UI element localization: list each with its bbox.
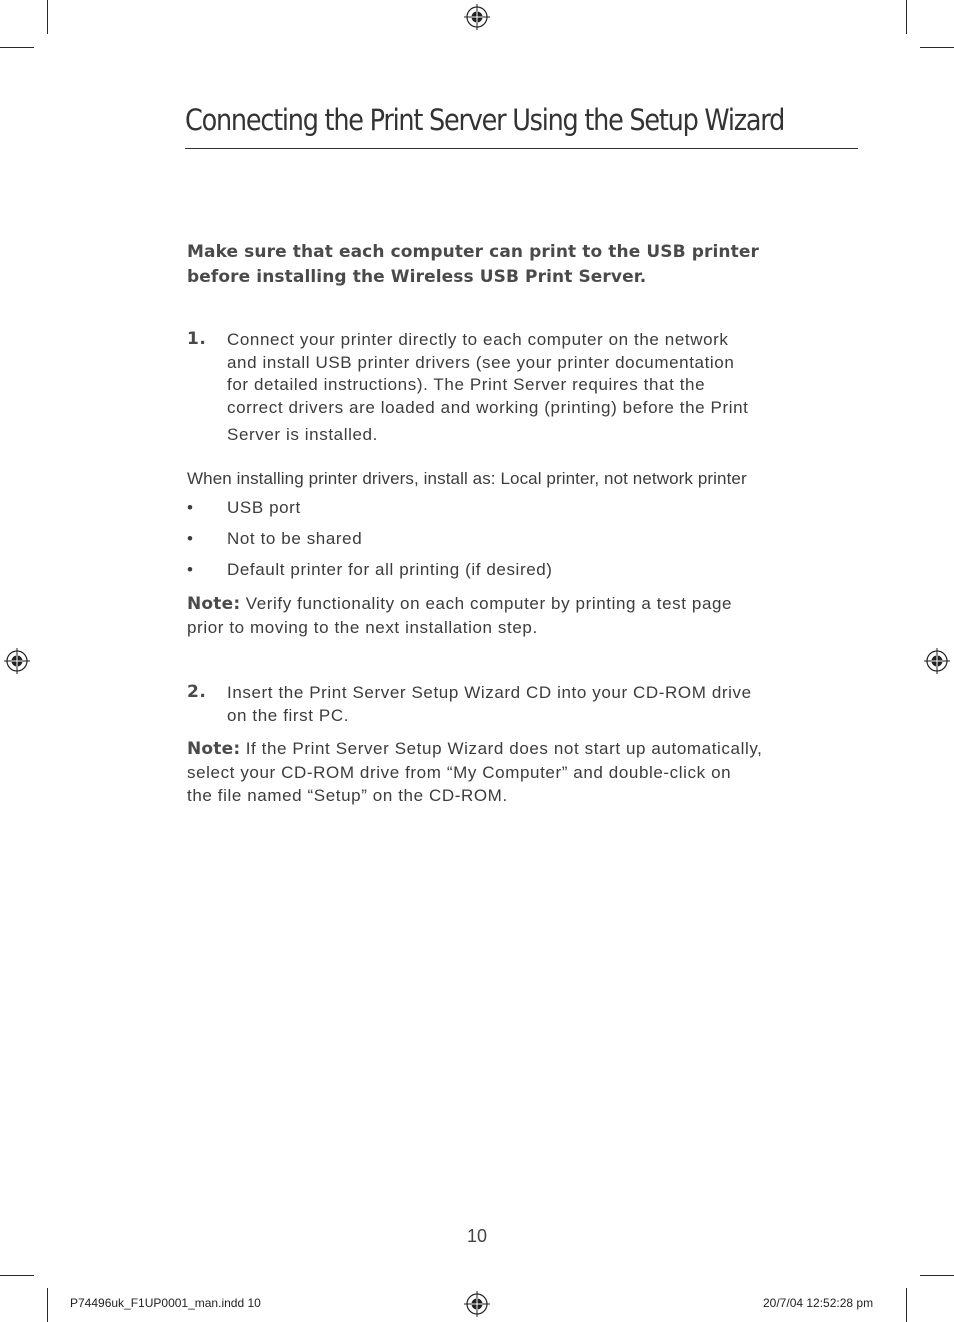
note-line: select your CD-ROM drive from “My Computer” and double-click on bbox=[187, 763, 732, 782]
step-1-line: Connect your printer directly to each computer on the network bbox=[227, 330, 729, 349]
registration-mark-top-icon bbox=[464, 4, 490, 30]
crop-mark-bottom-right-vertical bbox=[906, 1288, 907, 1322]
step-1-line: for detailed instructions). The Print Server requires that the bbox=[227, 375, 706, 395]
crop-mark-bottom-left-vertical bbox=[47, 1288, 48, 1322]
note-autostart bbox=[187, 737, 847, 807]
bullet-text: Default printer for all printing (if desired) bbox=[227, 560, 553, 579]
crop-mark-top-right-vertical bbox=[906, 0, 907, 34]
step-2-line: Insert the Print Server Setup Wizard CD into your CD-ROM drive bbox=[227, 683, 752, 702]
bullet-icon: • bbox=[187, 498, 194, 517]
bullet-text: Not to be shared bbox=[227, 529, 363, 548]
step-1 bbox=[187, 329, 827, 449]
crop-mark-top-left-vertical bbox=[47, 0, 48, 34]
bullet-icon: • bbox=[187, 529, 194, 548]
crop-mark-bottom-right-horizontal bbox=[920, 1275, 954, 1276]
note-text: Verify functionality on each computer by printing a test page bbox=[240, 594, 733, 613]
note-line: prior to moving to the next installation step. bbox=[187, 618, 538, 637]
registration-mark-right-icon bbox=[924, 648, 950, 674]
bullet-text: USB port bbox=[227, 498, 301, 517]
registration-mark-left-icon bbox=[4, 648, 30, 674]
step-2 bbox=[187, 682, 827, 730]
step-1-line: correct drivers are loaded and working (printing) before the Print bbox=[227, 397, 749, 417]
note-verify bbox=[187, 592, 827, 639]
step-2-number: 2. bbox=[187, 682, 207, 702]
title-underline bbox=[185, 148, 858, 149]
step-1-line: Server is installed. bbox=[227, 425, 378, 445]
page-number: 10 bbox=[466, 1226, 488, 1246]
note-line bbox=[187, 592, 827, 616]
step-1-line: and install USB printer drivers (see your printer documentation bbox=[227, 352, 735, 372]
note-label: Note: bbox=[187, 739, 241, 759]
registration-mark-bottom-icon bbox=[464, 1291, 490, 1317]
print-slug-filename: P74496uk_F1UP0001_man.indd 10 bbox=[70, 1296, 261, 1310]
note-label: Note: bbox=[187, 594, 241, 614]
print-slug-datetime: 20/7/04 12:52:28 pm bbox=[763, 1296, 874, 1310]
step-1-number: 1. bbox=[187, 329, 207, 349]
step-2-line: on the first PC. bbox=[227, 705, 350, 725]
bullet-icon: • bbox=[187, 560, 194, 579]
crop-mark-top-left-horizontal bbox=[0, 47, 34, 48]
note-text: If the Print Server Setup Wizard does not start up automatically, bbox=[240, 739, 763, 758]
install-instructions: When installing printer drivers, install as: Local printer, not network printer bbox=[187, 469, 747, 488]
crop-mark-top-right-horizontal bbox=[920, 47, 954, 48]
note-line bbox=[187, 737, 847, 761]
page-title: Connecting the Print Server Using the Setup Wizard bbox=[185, 103, 785, 137]
intro-warning: Make sure that each computer can print to the USB printer before installing the Wireless USB Print Server. bbox=[187, 242, 759, 287]
crop-mark-bottom-left-horizontal bbox=[0, 1275, 34, 1276]
step-2-text bbox=[227, 682, 827, 727]
step-1-text bbox=[227, 329, 827, 447]
note-line: the file named “Setup” on the CD-ROM. bbox=[187, 786, 508, 805]
